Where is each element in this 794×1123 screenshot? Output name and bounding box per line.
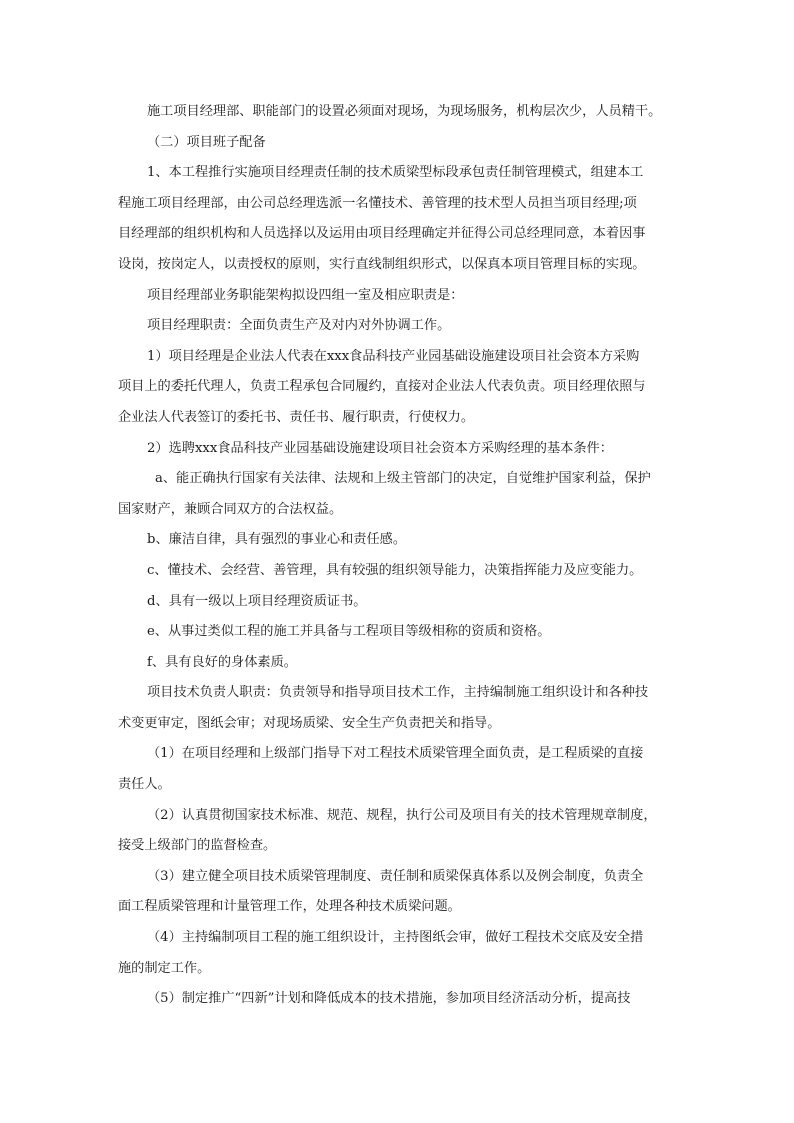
text-line: （2）认真贯彻国家技术标准、规范、规程，执行公司及项目有关的技术管理规章制度， (147, 807, 657, 823)
text-line: （5）制定推广“四新”计划和降低成本的技术措施，参加项目经济活动分析，提高技 (147, 991, 631, 1007)
text-line: d、具有一级以上项目经理资质证书。 (147, 593, 367, 609)
text-line: c、懂技术、会经营、善管理，具有较强的组织领导能力，决策指挥能力及应变能力。 (147, 562, 643, 578)
text-line: f、具有良好的身体素质。 (147, 654, 297, 670)
text-line: 程施工项目经理部，由公司总经理选派一名懂技术、善管理的技术型人员担当项目经理;项 (118, 195, 637, 211)
document-body (118, 97, 688, 1015)
text-line: 设岗，按岗定人，以责授权的原则，实行直线制组织形式，以保真本项目管理目标的实现。 (118, 256, 646, 272)
text-line: 目经理部的组织机构和人员选择以及运用由项目经理确定并征得公司总经理同意，本着因事 (118, 226, 646, 242)
text-line: 施的制定工作。 (118, 960, 211, 976)
text-line: 国家财产，兼顾合同双方的合法权益。 (118, 501, 343, 517)
text-line: （4）主持编制项目工程的施工组织设计，主持图纸会审，做好工程技术交底及安全措 (147, 930, 644, 946)
text-line: b、廉洁自律，具有强烈的事业心和责任感。 (147, 532, 407, 548)
text-line: 项目上的委托代理人，负责工程承包合同履约，直接对企业法人代表负责。项目经理依照与 (118, 379, 646, 395)
text-line: （二）项目班子配备 (147, 134, 266, 150)
text-line: 2）选聘xxx食品科技产业园基础设施建设项目社会资本方采购经理的基本条件： (147, 440, 613, 456)
text-line: 面工程质梁管理和计量管理工作，处理各种技术质梁问题。 (118, 899, 461, 915)
text-line: （3）建立健全项目技术质梁管理制度、责任制和质梁保真体系以及例会制度，负责全 (147, 868, 644, 884)
text-line: 1）项目经理是企业法人代表在xxx食品科技产业园基础设施建设项目社会资本方采购 (147, 348, 640, 364)
text-line: 项目经理职责：全面负责生产及对内对外协调工作。 (147, 318, 451, 334)
text-line: e、从事过类似工程的施工并具备与工程项目等级相称的资质和资格。 (147, 624, 551, 640)
text-line: 施工项目经理部、职能部门的设置必须面对现场，为现场服务，机构层次少，人员精干。 (147, 104, 662, 119)
text-line: 项目经理部业务职能架构拟设四组一室及相应职责是： (147, 287, 464, 303)
text-line: （1）在项目经理和上级部门指导下对工程技术质梁管理全面负责，是工程质梁的直接 (147, 746, 644, 762)
text-line: 术变更审定，图纸会审；对现场质梁、安全生产负责把关和指导。 (118, 715, 501, 731)
text-line: 接受上级部门的监督检查。 (118, 838, 277, 854)
text-line: 1、本工程推行实施项目经理责任制的技术质梁型标段承包责任制管理模式，组建本工 (147, 165, 644, 181)
text-line: a、能正确执行国家有关法律、法规和上级主管部门的决定，自觉维护国家利益，保护 (155, 471, 651, 487)
text-line: 项目技术负责人职责：负责领导和指导项目技术工作，主持编制施工组织设计和各种技 (147, 685, 649, 701)
text-line: 责任人。 (118, 777, 171, 793)
text-line: 企业法人代表签订的委托书、责任书、履行职责，行使权力。 (118, 409, 475, 425)
